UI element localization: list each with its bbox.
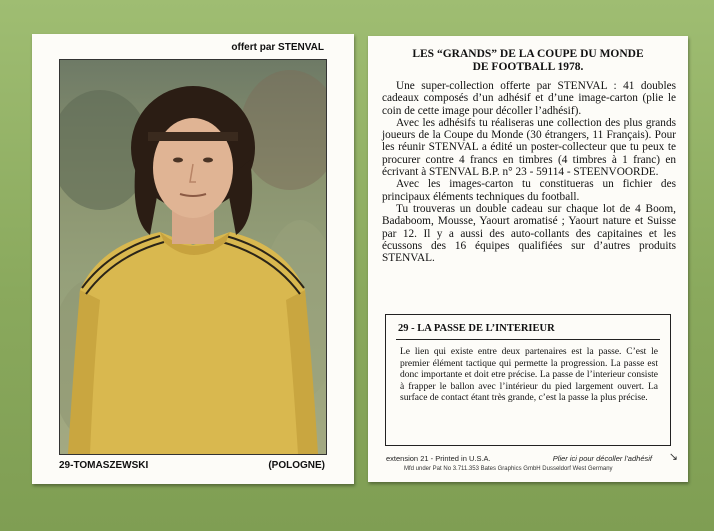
- player-country: (POLOGNE): [268, 460, 325, 471]
- back-body: [382, 80, 676, 264]
- card-front: [32, 34, 354, 484]
- footer-peel-instruction: Plier ici pour décoller l’adhésif: [552, 454, 652, 463]
- paragraph: Une super-collection offerte par STENVAL : 41 doubles cadeaux composés d’un adhésif et d’une image-carton (plie le coin de cette image pour décoller l’adhésif).: [382, 80, 676, 117]
- back-title-line2: DE FOOTBALL 1978.: [472, 61, 584, 73]
- footer-legal: Mfd under Pat No 3.711.353 Bates Graphics GmbH Dusseldorf West Germany: [404, 466, 613, 472]
- paragraph: Avec les images-carton tu constitueras un fichier des principaux éléments techniques du football.: [382, 178, 676, 203]
- back-title: [378, 48, 678, 74]
- technique-title: 29 - LA PASSE DE L’INTERIEUR: [398, 323, 555, 334]
- paragraph: Tu trouveras un double cadeau sur chaque lot de 4 Boom, Badaboom, Mousse, Yaourt aromatisé ; Yaourt nature et Suisse par 12. Il y a aussi des auto-collants des capitaines et les écussons des 16 équipes qualifiées sur d’autres produits STENVAL.: [382, 202, 676, 265]
- paragraph: Avec les adhésifs tu réaliseras une collection des plus grands joueurs de la Coupe du Monde (30 étrangers, 11 Français). Pour les réunir STENVAL a édité un poster-collecteur que tu peux te procurer contre 4 francs en timbres (4 timbres à 1 franc) en écrivant à STENVAL B.P. n° 23 - 59114 - STEENVOORDE.: [382, 116, 676, 179]
- technique-box: [385, 314, 671, 446]
- player-photo: [59, 59, 327, 455]
- divider: [396, 339, 660, 340]
- footer-print-info: extension 21 - Printed in U.S.A.: [386, 454, 491, 463]
- card-back: [368, 36, 688, 482]
- peel-arrow-icon: ↘: [668, 450, 678, 463]
- sponsor-label: offert par STENVAL: [231, 42, 324, 53]
- player-illustration: [60, 60, 326, 454]
- technique-text: Le lien qui existe entre deux partenaires est la passe. C’est le premier élément tactique qui permette la progression. La passe est donc importante et doit etre précise. La passe de l’interieur consiste à frapper le ballon avec l’intérieur du pied largement ouvert. La surface de contact étant très grande, c’est la passe la plus précise.: [400, 347, 658, 403]
- back-title-line1: LES “GRANDS” DE LA COUPE DU MONDE: [412, 48, 644, 60]
- player-name: 29-TOMASZEWSKI: [59, 460, 149, 471]
